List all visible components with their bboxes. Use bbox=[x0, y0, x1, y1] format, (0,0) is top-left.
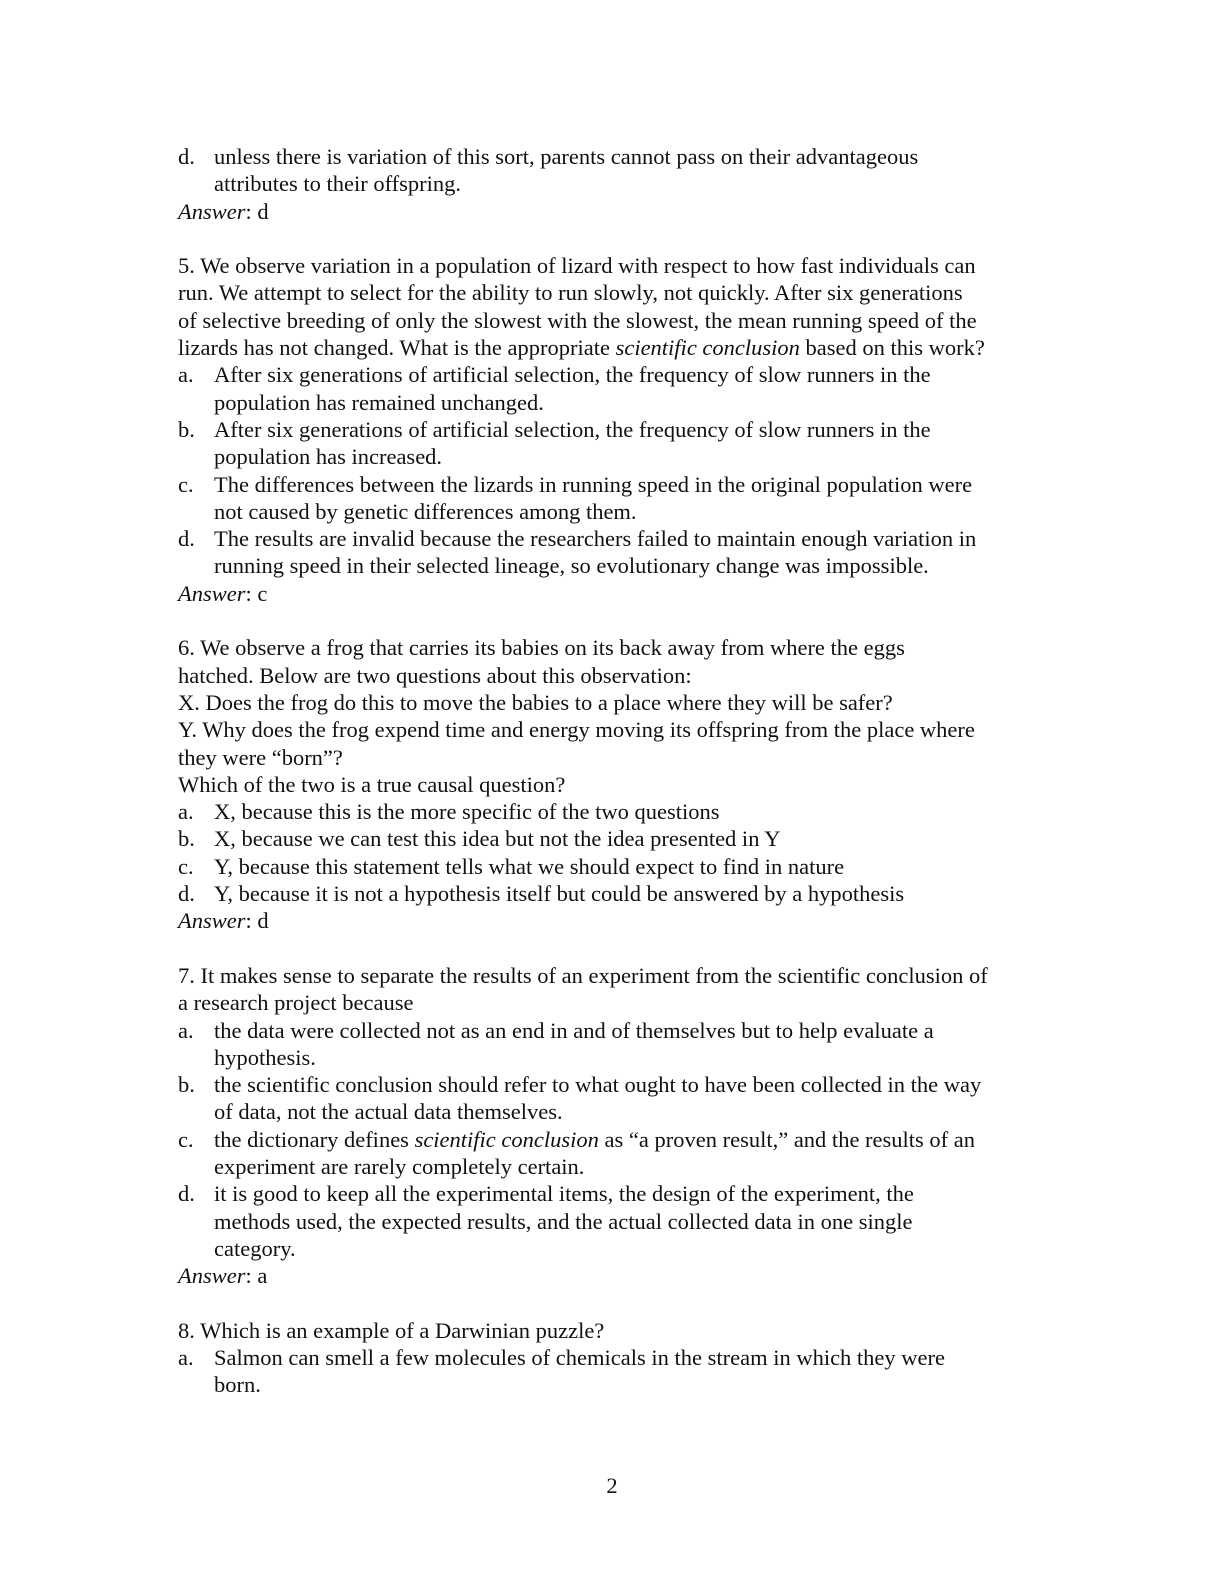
option-text-line: not caused by genetic differences among them. bbox=[214, 498, 637, 524]
option-text-line: population has increased. bbox=[214, 444, 443, 470]
option-text: the dictionary defines bbox=[214, 1126, 415, 1152]
option-text-line: X, because we can test this idea but not the idea presented in Y bbox=[214, 826, 781, 852]
document-body bbox=[178, 143, 1048, 1399]
stem-emphasis: scientific conclusion bbox=[615, 335, 800, 361]
option-letter: b. bbox=[178, 1072, 195, 1098]
answer-label: Answer bbox=[178, 908, 246, 934]
option-text-line: it is good to keep all the experimental items, the design of the experiment, the bbox=[214, 1181, 914, 1207]
question-stem-line: of selective breeding of only the slowest with the slowest, the mean running speed of the bbox=[178, 307, 977, 333]
option-text-line: The results are invalid because the researchers failed to maintain enough variation in bbox=[214, 526, 977, 552]
option-letter: d. bbox=[178, 881, 195, 907]
option-b bbox=[178, 1071, 1048, 1126]
option-text-line: methods used, the expected results, and the actual collected data in one single bbox=[214, 1208, 913, 1234]
answer-label: Answer bbox=[178, 1263, 246, 1289]
option-letter: a. bbox=[178, 799, 194, 825]
option-text-line: born. bbox=[214, 1372, 261, 1398]
option-text-line: Salmon can smell a few molecules of chemicals in the stream in which they were bbox=[214, 1345, 946, 1371]
answer-q7 bbox=[178, 1262, 1048, 1289]
option-text-line: the data were collected not as an end in and of themselves but to help evaluate a bbox=[214, 1017, 934, 1043]
page-number: 2 bbox=[606, 1473, 618, 1498]
option-letter: b. bbox=[178, 416, 195, 442]
question-stem-line: X. Does the frog do this to move the babies to a place where they will be safer? bbox=[178, 689, 893, 715]
stem-text: based on this work? bbox=[799, 335, 985, 361]
answer-value: : d bbox=[245, 908, 269, 934]
option-d bbox=[178, 1180, 1048, 1262]
option-letter: d. bbox=[178, 526, 195, 552]
question-stem-line: 7. It makes sense to separate the results of an experiment from the scientific conclusion of bbox=[178, 962, 988, 988]
option-text-line: unless there is variation of this sort, parents cannot pass on their advantageous bbox=[214, 144, 919, 169]
option-text-line: category. bbox=[214, 1235, 296, 1261]
option-c bbox=[178, 471, 1048, 526]
option-emphasis: scientific conclusion bbox=[414, 1126, 599, 1152]
option-text-line bbox=[214, 1126, 1048, 1153]
option-text-line: Y, because it is not a hypothesis itself but could be answered by a hypothesis bbox=[214, 881, 905, 907]
option-letter: c. bbox=[178, 853, 194, 879]
option-text-line: After six generations of artificial selection, the frequency of slow runners in the bbox=[214, 362, 931, 388]
question-stem-line: a research project because bbox=[178, 990, 414, 1016]
option-b bbox=[178, 416, 1048, 471]
answer-continued bbox=[178, 198, 1048, 225]
question-7 bbox=[178, 962, 1048, 1290]
option-a bbox=[178, 1344, 1048, 1399]
question-stem-line: Which of the two is a true causal question? bbox=[178, 771, 566, 797]
answer-q5 bbox=[178, 580, 1048, 607]
option-letter: a. bbox=[178, 362, 194, 388]
option-text-line: experiment are rarely completely certain. bbox=[214, 1153, 585, 1179]
option-text-line: the scientific conclusion should refer to what ought to have been collected in the way bbox=[214, 1072, 982, 1098]
question-stem-line: 6. We observe a frog that carries its babies on its back away from where the eggs bbox=[178, 635, 905, 661]
question-stem-line: Y. Why does the frog expend time and energy moving its offspring from the place where bbox=[178, 717, 975, 743]
answer-value: : a bbox=[245, 1263, 268, 1289]
answer-label: Answer bbox=[178, 198, 246, 224]
option-letter: b. bbox=[178, 826, 195, 852]
option-letter: a. bbox=[178, 1017, 194, 1043]
question-stem-line: 8. Which is an example of a Darwinian puzzle? bbox=[178, 1317, 605, 1343]
option-text-line: hypothesis. bbox=[214, 1044, 316, 1070]
question-6 bbox=[178, 634, 1048, 934]
option-a bbox=[178, 361, 1048, 416]
option-d bbox=[178, 525, 1048, 580]
option-a bbox=[178, 1017, 1048, 1072]
option-text-line: After six generations of artificial selection, the frequency of slow runners in the bbox=[214, 416, 931, 442]
option-d-continued bbox=[178, 143, 1048, 198]
option-d bbox=[178, 880, 1048, 907]
option-text-line: running speed in their selected lineage, so evolutionary change was impossible. bbox=[214, 553, 929, 579]
option-text-line: of data, not the actual data themselves. bbox=[214, 1099, 563, 1125]
option-letter: c. bbox=[178, 1126, 194, 1152]
option-text-line: population has remained unchanged. bbox=[214, 389, 544, 415]
option-a bbox=[178, 798, 1048, 825]
option-text-line: Y, because this statement tells what we should expect to find in nature bbox=[214, 853, 845, 879]
option-c bbox=[178, 1126, 1048, 1181]
answer-label: Answer bbox=[178, 580, 246, 606]
question-stem-line: run. We attempt to select for the ability to run slowly, not quickly. After six generations bbox=[178, 280, 963, 306]
question-stem-line: 5. We observe variation in a population of lizard with respect to how fast individuals can bbox=[178, 253, 976, 279]
question-stem-line: hatched. Below are two questions about this observation: bbox=[178, 662, 692, 688]
question-stem-line bbox=[178, 334, 1048, 361]
question-5 bbox=[178, 252, 1048, 607]
option-text-line: X, because this is the more specific of the two questions bbox=[214, 799, 720, 825]
option-b bbox=[178, 825, 1048, 852]
answer-value: : c bbox=[245, 580, 268, 606]
option-c bbox=[178, 853, 1048, 880]
option-text: as “a proven result,” and the results of an bbox=[598, 1126, 976, 1152]
answer-value: : d bbox=[245, 198, 269, 224]
option-letter: d. bbox=[178, 1181, 195, 1207]
option-letter: c. bbox=[178, 471, 194, 497]
question-8 bbox=[178, 1317, 1048, 1399]
stem-text: lizards has not changed. What is the appropriate bbox=[178, 335, 616, 361]
question-stem-line: they were “born”? bbox=[178, 744, 343, 770]
answer-q6 bbox=[178, 907, 1048, 934]
option-text-line: attributes to their offspring. bbox=[214, 171, 462, 197]
option-text-line: The differences between the lizards in running speed in the original population were bbox=[214, 471, 973, 497]
option-letter: d. bbox=[178, 144, 195, 169]
option-letter: a. bbox=[178, 1345, 194, 1371]
